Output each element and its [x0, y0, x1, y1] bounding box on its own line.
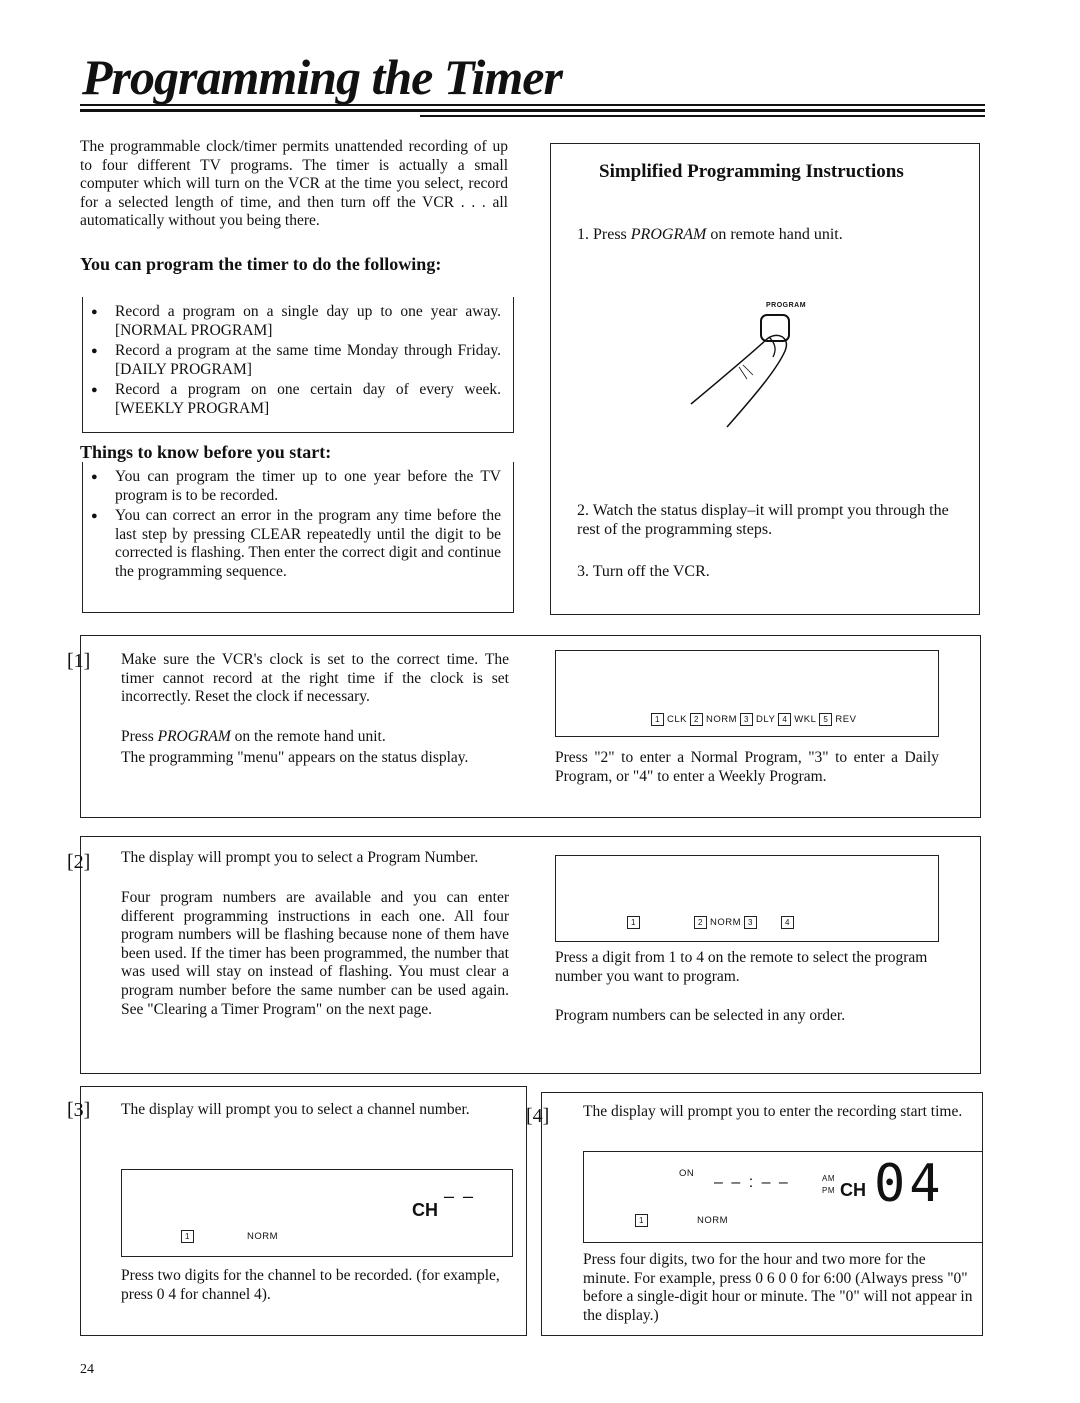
am-indicator: AM — [822, 1174, 835, 1183]
step-number: [2] — [67, 851, 91, 873]
step-1-caption: Press "2" to enter a Normal Program, "3" to enter a Daily Program, or "4" to enter a Weekly Program. — [555, 749, 939, 785]
step-3-caption: Press two digits for the channel to be recorded. (for example, press 0 4 for channel 4). — [121, 1267, 500, 1303]
pm-indicator: PM — [822, 1186, 835, 1195]
page-title: Programming the Timer — [82, 49, 562, 105]
simplified-heading: Simplified Programming Instructions — [599, 161, 904, 182]
step-3-section — [67, 1086, 527, 1336]
can-program-box — [82, 297, 514, 433]
step-2-caption: Press a digit from 1 to 4 on the remote to select the program number you want to program. — [555, 949, 928, 985]
finger-press-illustration — [681, 309, 831, 449]
channel-label: CH — [412, 1200, 438, 1220]
list-item: ● Record a program on one certain day of every week. [WEEKLY PROGRAM] — [83, 381, 501, 418]
channel-label: CH — [840, 1180, 866, 1200]
display-menu-row: 1 CLK 2 NORM 3 DLY 4 WKL 5 REV — [648, 713, 856, 726]
simplified-step-2: 2. Watch the status display–it will prompt you through the rest of the programming steps. — [577, 502, 949, 538]
step-2-section — [67, 836, 981, 1074]
things-box — [82, 462, 514, 613]
page-number: 24 — [80, 1362, 94, 1377]
list-item: ● Record a program at the same time Monday through Friday. [DAILY PROGRAM] — [83, 342, 501, 379]
status-display — [555, 650, 939, 737]
title-rule — [80, 104, 985, 106]
title-rule — [80, 109, 985, 112]
simplified-step-3: 3. Turn off the VCR. — [577, 563, 710, 580]
on-label: ON — [679, 1168, 695, 1179]
channel-readout: 04 — [874, 1154, 945, 1214]
step-4-section — [526, 1092, 983, 1336]
display-norm-row: 1 NORM — [632, 1214, 728, 1227]
can-program-heading: You can program the timer to do the following: — [80, 254, 442, 274]
title-rule — [420, 115, 985, 117]
start-time-readout: – – : – – — [714, 1174, 790, 1191]
step-3-text: The display will prompt you to select a channel number. — [121, 1101, 470, 1118]
step-2-caption-2: Program numbers can be selected in any order. — [555, 1007, 846, 1024]
step-1-text: Make sure the VCR's clock is set to the correct time. The timer cannot record at the right time if the clock is set incorrectly. Reset the clock if necessary. — [121, 651, 509, 706]
step-2-detail: Four program numbers are available and you can enter different programming instructions in each one. All four program numbers will be flashing because none of them have been used. If the timer has been programmed, the number that was used will stay on instead of flashing. You must clear a program number before the same number can be used again. See "Clearing a Timer Program" on the next page. — [121, 889, 509, 1018]
step-4-text: The display will prompt you to enter the recording start time. — [583, 1103, 963, 1120]
display-norm-row: 1 NORM — [178, 1230, 278, 1243]
things-heading: Things to know before you start: — [80, 442, 332, 462]
step-1-section — [67, 635, 981, 818]
step-number: [4] — [526, 1105, 550, 1127]
step-1-press: Press PROGRAM on the remote hand unit. — [121, 728, 386, 745]
step-number: [3] — [67, 1099, 91, 1121]
display-program-row: 1 2 NORM 3 4 — [624, 916, 797, 929]
channel-dashes: – – — [444, 1186, 476, 1206]
status-display — [121, 1169, 513, 1257]
step-4-caption: Press four digits, two for the hour and two more for the minute. For example, press 0 6 0 0 for 6:00 (Always press "0" before a single-digit hour or minute. The "0" will not appear in the display.) — [583, 1251, 973, 1324]
status-display — [555, 855, 939, 942]
list-item: ● You can correct an error in the program any time before the last step by pressing CLEAR repeatedly until the digit to be corrected is flashing. Then enter the correct digit and continue the programming sequence. — [83, 507, 501, 581]
simplified-box — [550, 143, 980, 615]
list-item: ● You can program the timer up to one year before the TV program is to be recorded. — [83, 468, 501, 505]
intro-paragraph: The programmable clock/timer permits unattended recording of up to four different TV programs. The timer is actually a small computer which will turn on the VCR at the time you select, record for a selected length of time, and then turn off the VCR . . . all automatically without you being there. — [80, 138, 508, 230]
list-item: ● Record a program on a single day up to one year away. [NORMAL PROGRAM] — [83, 303, 501, 340]
step-2-text: The display will prompt you to select a Program Number. — [121, 849, 479, 866]
program-button-label: PROGRAM — [766, 302, 807, 309]
program-button-icon — [761, 315, 789, 341]
simplified-step-1: 1. Press PROGRAM on remote hand unit. — [577, 226, 843, 243]
step-number: [1] — [67, 650, 91, 672]
status-display — [583, 1151, 983, 1243]
step-1-menu-text: The programming "menu" appears on the status display. — [121, 749, 469, 766]
